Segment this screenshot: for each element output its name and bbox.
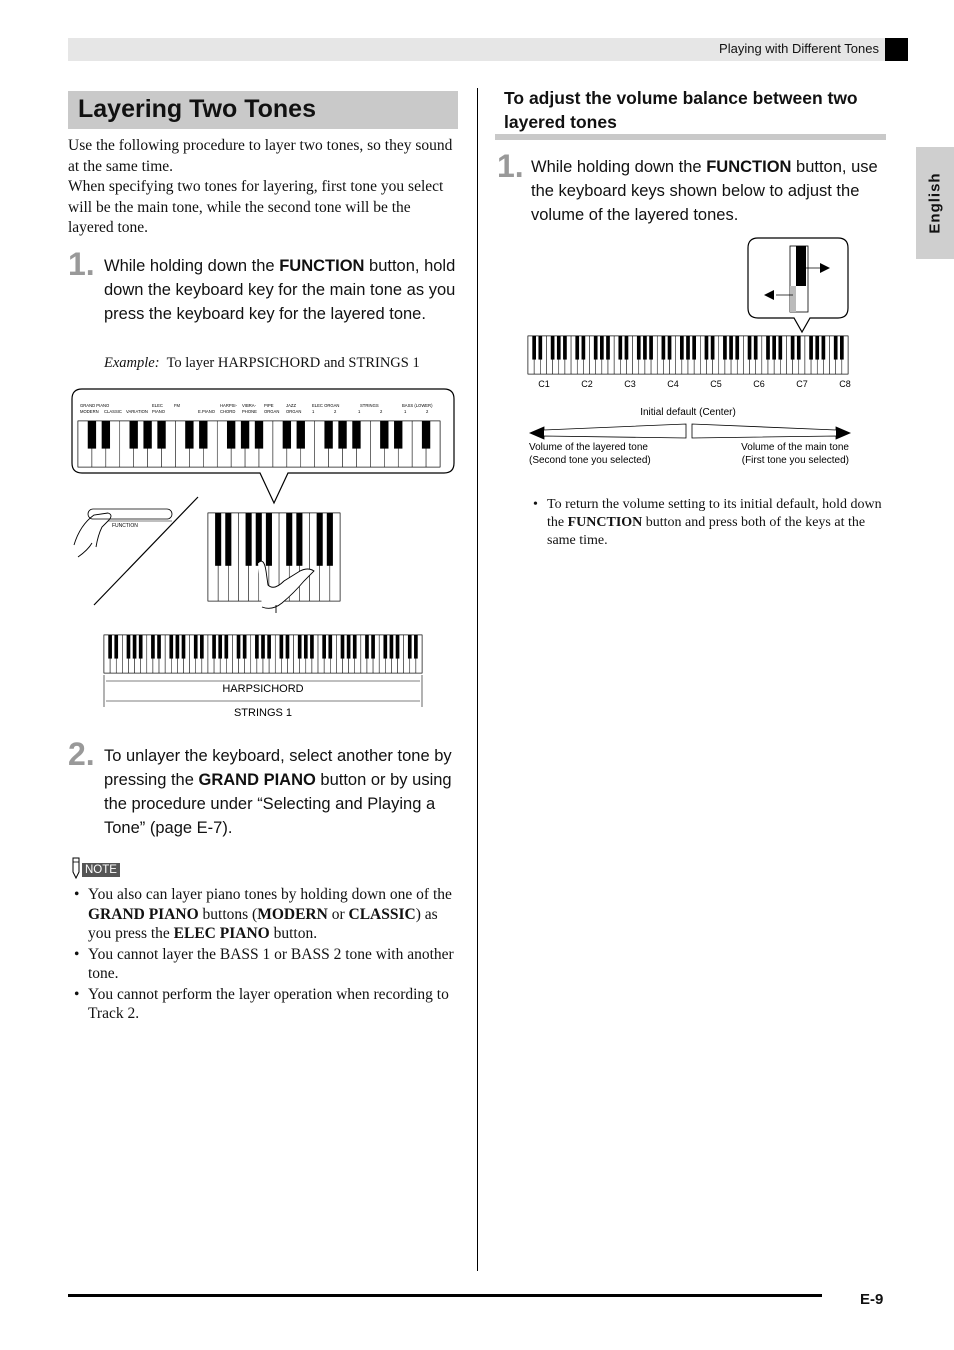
tone-label: GRAND PIANO — [80, 403, 110, 408]
header-marker — [885, 38, 908, 61]
header-section-title: Playing with Different Tones — [719, 41, 879, 56]
step-number: 2. — [68, 736, 95, 772]
tone-label: 2 — [380, 409, 383, 414]
black-key — [227, 421, 235, 449]
black-key — [625, 336, 629, 360]
subsection-rule — [495, 134, 886, 140]
black-key — [341, 635, 345, 659]
layering-illustration — [68, 385, 460, 730]
note-badge — [68, 856, 124, 882]
tone-label: FM — [174, 403, 181, 408]
main-tone-sub: (First tone you selected) — [741, 455, 849, 466]
black-key — [130, 421, 138, 449]
black-key — [218, 635, 222, 659]
black-key — [255, 635, 259, 659]
tone-label: ORGAN — [286, 409, 302, 414]
black-key — [809, 336, 813, 360]
black-key — [324, 421, 332, 449]
black-key — [286, 635, 290, 659]
black-key — [185, 421, 193, 449]
intro-paragraph-2: When specifying two tones for layering, first tone you select will be the main tone, while the second tone will be the layered tone. — [68, 178, 444, 236]
black-key — [283, 421, 291, 449]
tone-label: 1 — [312, 409, 315, 414]
volume-balance-illustration — [520, 236, 865, 472]
black-key — [267, 635, 271, 659]
black-key — [408, 635, 412, 659]
octave-label: C1 — [538, 379, 550, 389]
black-key — [840, 336, 844, 360]
black-key — [310, 635, 314, 659]
black-key — [352, 421, 360, 449]
octave-label: C2 — [581, 379, 593, 389]
bullet-item: • To return the volume setting to its initial default, hold down the FUNCTION button and press both of the keys at the same time. — [529, 496, 887, 550]
black-key — [139, 635, 143, 659]
black-key — [261, 635, 265, 659]
tone-label: BASS (LOWER) — [402, 403, 433, 408]
black-key — [735, 336, 739, 360]
black-key — [246, 513, 252, 566]
tone-label: HARPSI- — [220, 403, 237, 408]
black-key — [266, 513, 272, 566]
octave-label: C3 — [624, 379, 636, 389]
column-divider — [477, 88, 478, 1271]
right-bullet-list — [529, 496, 887, 551]
tone-label: ORGAN — [264, 409, 280, 414]
black-key — [353, 635, 357, 659]
black-key — [237, 635, 241, 659]
black-key — [114, 635, 118, 659]
language-tab-label: English — [926, 172, 944, 234]
black-key — [600, 336, 604, 360]
black-key — [422, 421, 430, 449]
black-key — [182, 635, 186, 659]
black-key — [637, 336, 641, 360]
black-key — [127, 635, 131, 659]
black-key — [241, 421, 249, 449]
black-key — [748, 336, 752, 360]
tone-label: CHORD — [220, 409, 236, 414]
black-key — [383, 635, 387, 659]
step-number: 1. — [68, 246, 95, 282]
black-key — [532, 336, 536, 360]
tone-label: CLASSIC — [104, 409, 122, 414]
black-key — [304, 635, 308, 659]
step-1-text: While holding down the FUNCTION button, hold down the keyboard key for the main tone as you press the keyboard key for the layered tone. — [104, 257, 456, 323]
black-key — [643, 336, 647, 360]
black-key — [606, 336, 610, 360]
black-key — [199, 421, 207, 449]
note-list — [70, 885, 462, 1025]
black-key — [797, 336, 801, 360]
black-key — [347, 635, 351, 659]
black-key — [575, 336, 579, 360]
right-step-1-text: While holding down the FUNCTION button, use the keyboard keys shown below to adjust the volume of the layered tones. — [531, 158, 878, 224]
note-item: • You also can layer piano tones by holding down one of the GRAND PIANO buttons (MODERN or CLASSIC) as you press the ELEC PIANO button. — [70, 885, 462, 944]
black-key — [243, 635, 247, 659]
black-key — [88, 421, 96, 449]
black-key — [815, 336, 819, 360]
black-key — [557, 336, 561, 360]
black-key — [380, 421, 388, 449]
black-key — [108, 635, 112, 659]
black-key — [371, 635, 375, 659]
step-2-text: To unlayer the keyboard, select another tone by pressing the GRAND PIANO button or by using the procedure under “Selecting and Playing a Tone” (page E-7). — [104, 747, 452, 837]
black-key — [791, 336, 795, 360]
note-item: • You cannot layer the BASS 1 or BASS 2 tone with another tone. — [70, 945, 462, 984]
tone-label: STRINGS — [360, 403, 379, 408]
black-key — [200, 635, 204, 659]
black-key — [680, 336, 684, 360]
black-key — [256, 513, 262, 566]
black-key — [394, 421, 402, 449]
black-key — [754, 336, 758, 360]
black-key — [255, 421, 263, 449]
black-key — [286, 513, 292, 566]
black-key — [365, 635, 369, 659]
black-key — [538, 336, 542, 360]
octave-label: C6 — [753, 379, 765, 389]
note-item: • You cannot perform the layer operation when recording to Track 2. — [70, 985, 462, 1024]
black-key — [414, 635, 418, 659]
octave-label: C7 — [796, 379, 808, 389]
tone-label: VARIATION — [126, 409, 148, 414]
section-title: Layering Two Tones — [78, 95, 316, 123]
footer-rule — [68, 1294, 822, 1297]
octave-label: C5 — [710, 379, 722, 389]
black-key — [194, 635, 198, 659]
black-key — [649, 336, 653, 360]
tone-label: 2 — [426, 409, 429, 414]
tone-label: PIPE — [264, 403, 274, 408]
tone-label: E.PIANO — [198, 409, 215, 414]
black-key — [143, 421, 151, 449]
black-key — [176, 635, 180, 659]
black-key — [212, 635, 216, 659]
black-key — [618, 336, 622, 360]
tone-label: ELEC ORGAN — [312, 403, 340, 408]
black-key — [157, 635, 161, 659]
black-key — [390, 635, 394, 659]
black-key — [723, 336, 727, 360]
tone-label: 1 — [358, 409, 361, 414]
layered-tone-sub: (Second tone you selected) — [529, 455, 651, 466]
black-key — [729, 336, 733, 360]
note-label: NOTE — [82, 863, 120, 877]
black-key — [686, 336, 690, 360]
black-key — [296, 513, 302, 566]
center-label: Initial default (Center) — [640, 407, 736, 418]
language-tab — [916, 147, 954, 259]
black-key — [822, 336, 826, 360]
octave-label: C4 — [667, 379, 679, 389]
black-key — [668, 336, 672, 360]
main-tone-label: Volume of the main tone — [741, 442, 849, 453]
tone-label: 1 — [404, 409, 407, 414]
black-key — [563, 336, 567, 360]
function-label: FUNCTION — [112, 523, 138, 529]
black-key — [766, 336, 770, 360]
black-key — [778, 336, 782, 360]
tone-label: 2 — [334, 409, 337, 414]
black-key — [280, 635, 284, 659]
tone-label: VIBRA- — [242, 403, 256, 408]
black-key — [705, 336, 709, 360]
layered-tone-label: Volume of the layered tone — [529, 442, 648, 453]
black-key — [133, 635, 137, 659]
black-key — [328, 635, 332, 659]
strings1-label: STRINGS 1 — [233, 707, 293, 719]
black-key — [582, 336, 586, 360]
page-number: E-9 — [860, 1291, 884, 1308]
intro-paragraph-1: Use the following procedure to layer two tones, so they sound at the same time. — [68, 137, 453, 175]
octave-label: C8 — [839, 379, 851, 389]
black-key — [322, 635, 326, 659]
black-key — [327, 513, 333, 566]
black-key — [169, 635, 173, 659]
tone-label: JAZZ — [286, 403, 297, 408]
black-key — [396, 635, 400, 659]
subsection-title: To adjust the volume balance between two layered tones — [504, 88, 858, 132]
step-number: 1. — [497, 148, 524, 184]
black-key — [662, 336, 666, 360]
black-key — [692, 336, 696, 360]
example-line: Example: To layer HARPSICHORD and STRINGS 1 — [104, 355, 420, 371]
tone-label: ELEC — [152, 403, 163, 408]
black-key — [151, 635, 155, 659]
black-key — [224, 635, 228, 659]
tone-label: PIANO — [152, 409, 166, 414]
black-key — [711, 336, 715, 360]
black-key — [215, 513, 221, 566]
tone-label: PHONE — [242, 409, 257, 414]
black-key — [834, 336, 838, 360]
tone-label: MODERN — [80, 409, 99, 414]
black-key — [225, 513, 231, 566]
black-key — [772, 336, 776, 360]
black-key — [551, 336, 555, 360]
black-key — [317, 513, 323, 566]
black-key — [298, 635, 302, 659]
harpsichord-label: HARPSICHORD — [222, 683, 304, 695]
black-key — [338, 421, 346, 449]
black-key — [102, 421, 110, 449]
black-key — [157, 421, 165, 449]
black-key — [297, 421, 305, 449]
black-key — [594, 336, 598, 360]
